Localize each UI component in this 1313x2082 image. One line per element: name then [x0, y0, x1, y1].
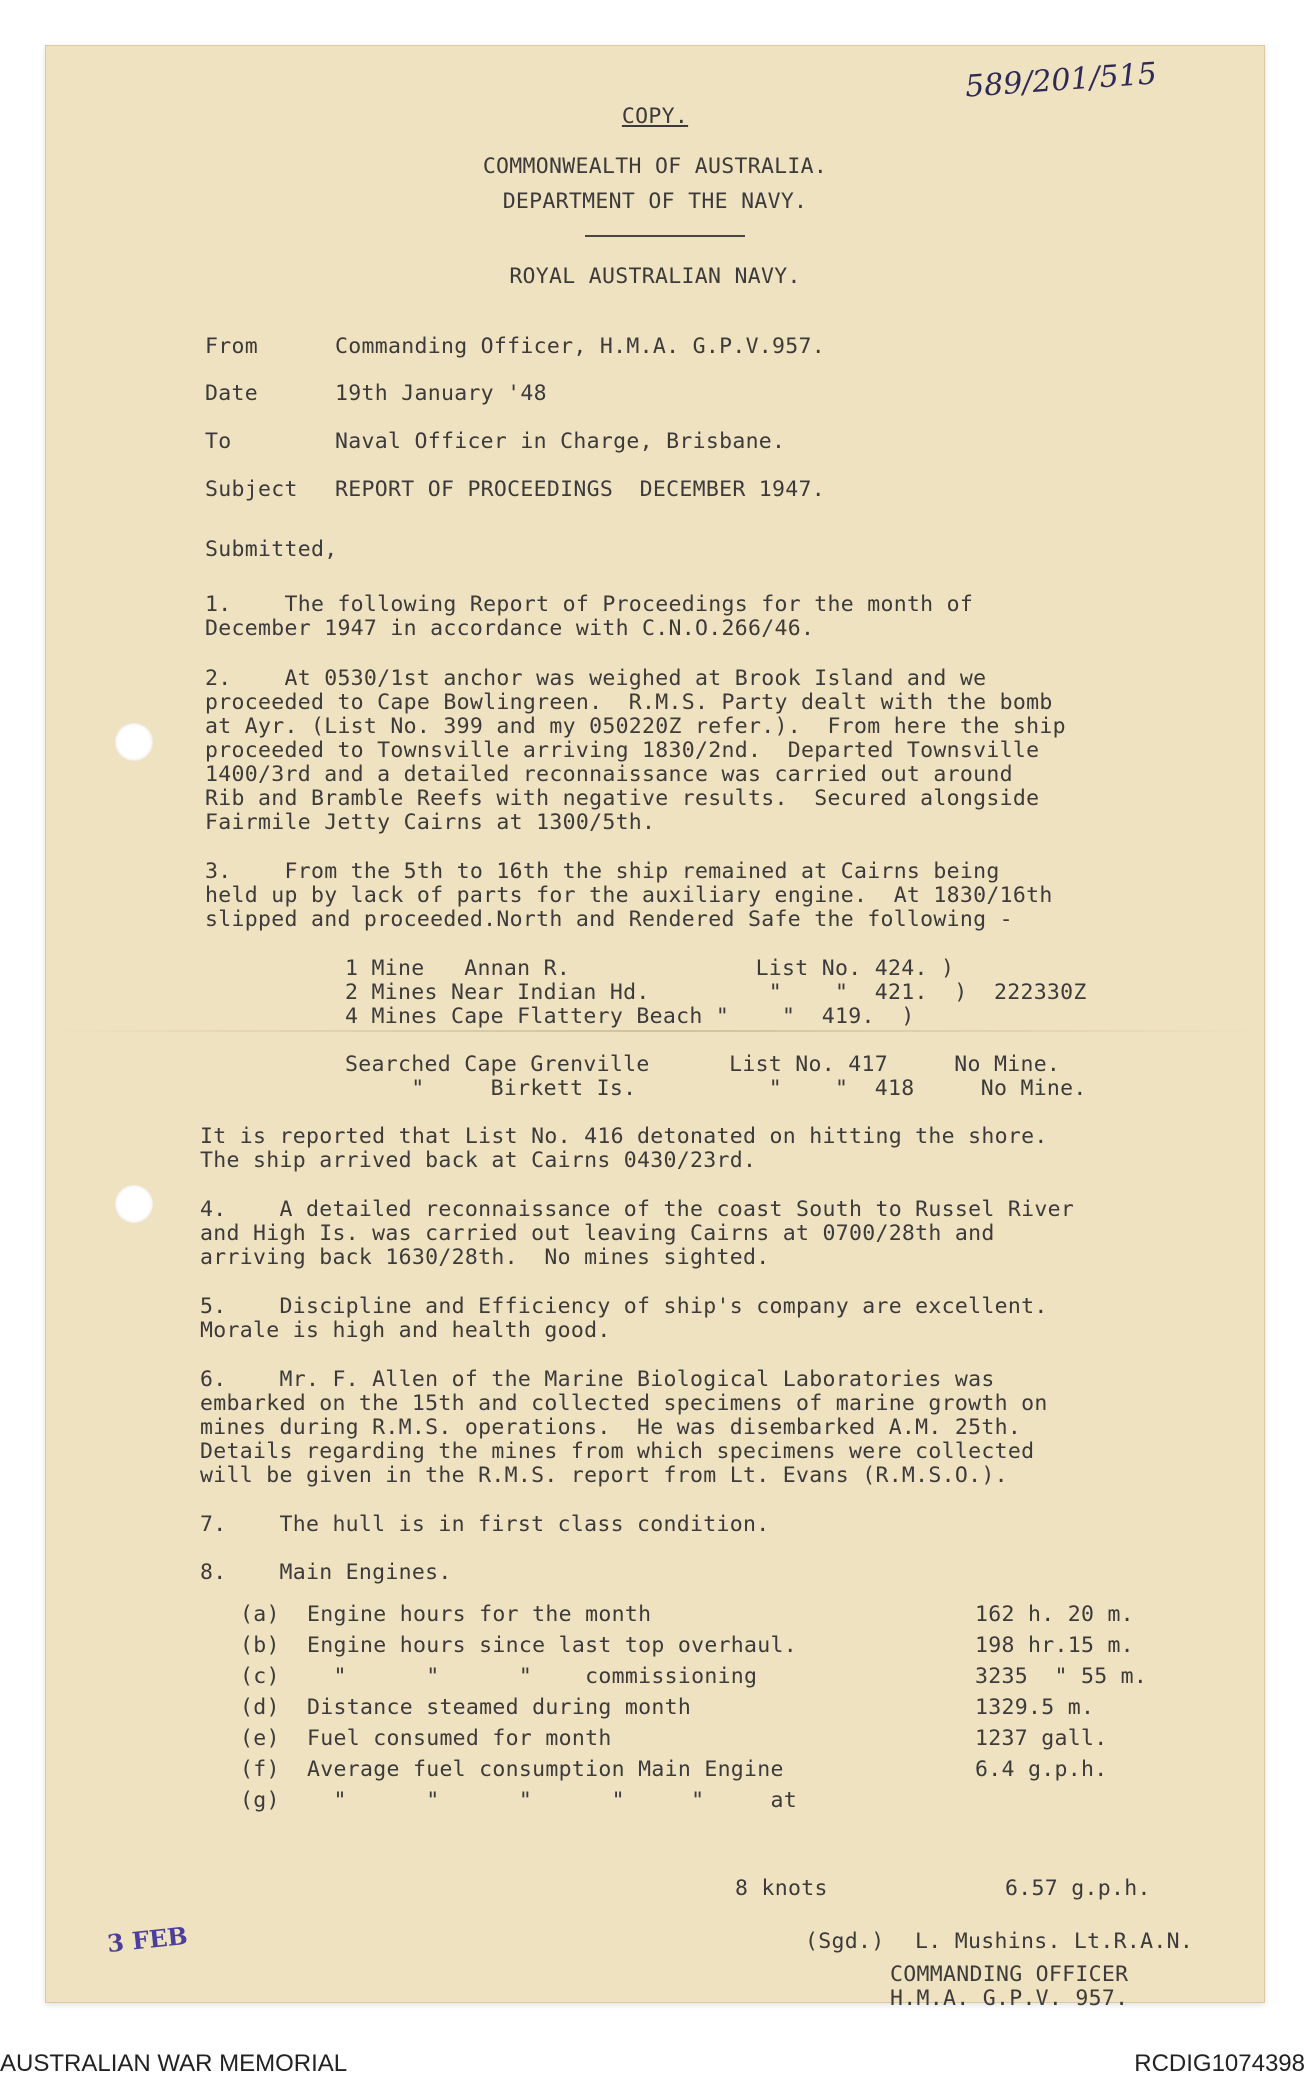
engine-stat-label: " " " commissioning	[307, 1664, 758, 1689]
mine-list-row: 1 Mine Annan R. List No. 424. )	[345, 956, 955, 981]
para2-line: proceeded to Townsville arriving 1830/2nd. Departed Townsville	[205, 738, 1040, 763]
para4-line: and High Is. was carried out leaving Cairns at 0700/28th and	[200, 1221, 995, 1246]
paper-fold	[45, 1030, 1265, 1032]
footer-institution: AUSTRALIAN WAR MEMORIAL	[0, 2050, 348, 2077]
mine-list-row: 2 Mines Near Indian Hd. " " 421. ) 222330Z	[345, 980, 1087, 1005]
para4-line: 4. A detailed reconnaissance of the coast South to Russel River	[200, 1197, 1075, 1222]
document-page	[45, 45, 1265, 2011]
handwritten-file-reference: 589/201/515	[964, 56, 1158, 105]
engine-stat-letter: (g)	[240, 1788, 280, 1813]
para6-line: mines during R.M.S. operations. He was disembarked A.M. 25th.	[200, 1415, 1022, 1440]
engine-stat-label: Engine hours since last top overhaul.	[307, 1633, 798, 1658]
engine-stat-letter: (d)	[240, 1695, 280, 1720]
para7-line: 7. The hull is in first class condition.	[200, 1512, 770, 1537]
para6-line: 6. Mr. F. Allen of the Marine Biological Laboratories was	[200, 1367, 995, 1392]
to-value: Naval Officer in Charge, Brisbane.	[335, 429, 786, 454]
heading-department: DEPARTMENT OF THE NAVY.	[502, 189, 808, 214]
heading-divider	[585, 235, 745, 237]
engine-stat-value: 6.4 g.p.h.	[975, 1757, 1108, 1782]
detonated-line: The ship arrived back at Cairns 0430/23rd.	[200, 1148, 757, 1173]
detonated-line: It is reported that List No. 416 detonated on hitting the shore.	[200, 1124, 1048, 1149]
para4-line: arriving back 1630/28th. No mines sighted.	[200, 1245, 770, 1270]
engine-stat-value: 198 hr.15 m.	[975, 1633, 1134, 1658]
para5-line: 5. Discipline and Efficiency of ship's company are excellent.	[200, 1294, 1048, 1319]
received-date-stamp: 3 FEB	[105, 1920, 189, 1959]
para2-line: proceeded to Cape Bowlingreen. R.M.S. Party dealt with the bomb	[205, 690, 1053, 715]
engine-stat-letter: (c)	[240, 1664, 280, 1689]
copy-heading: COPY.	[621, 104, 689, 129]
signature-title: COMMANDING OFFICER	[890, 1962, 1129, 1987]
subject-label: Subject	[205, 477, 298, 502]
mine-list-row: 4 Mines Cape Flattery Beach " " 419. )	[345, 1004, 915, 1029]
signature-vessel: H.M.A. G.P.V. 957.	[890, 1986, 1129, 2011]
heading-commonwealth: COMMONWEALTH OF AUSTRALIA.	[482, 154, 828, 179]
subject-value: REPORT OF PROCEEDINGS DECEMBER 1947.	[335, 477, 826, 502]
to-label: To	[205, 429, 232, 454]
para6-line: Details regarding the mines from which specimens were collected	[200, 1439, 1035, 1464]
engine-stat-letter: (e)	[240, 1726, 280, 1751]
from-value: Commanding Officer, H.M.A. G.P.V.957.	[335, 334, 826, 359]
punch-hole	[115, 1185, 153, 1223]
engine-stat-label: Average fuel consumption Main Engine	[307, 1757, 784, 1782]
engine-stat-letter: (a)	[240, 1602, 280, 1627]
para5-line: Morale is high and health good.	[200, 1318, 611, 1343]
searched-row: Searched Cape Grenville List No. 417 No Mine.	[345, 1052, 1061, 1077]
para2-line: 1400/3rd and a detailed reconnaissance was carried out around	[205, 762, 1013, 787]
date-label: Date	[205, 381, 258, 406]
date-value: 19th January '48	[335, 381, 547, 406]
engine-stat-label: Engine hours for the month	[307, 1602, 652, 1627]
para1-line: 1. The following Report of Proceedings for the month of	[205, 592, 974, 617]
para2-line: at Ayr. (List No. 399 and my 050220Z refer.). From here the ship	[205, 714, 1066, 739]
searched-row: " Birkett Is. " " 418 No Mine.	[345, 1076, 1087, 1101]
engine-stat-letter: (f)	[240, 1757, 280, 1782]
engine-g-value: 6.57 g.p.h.	[1005, 1876, 1151, 1901]
engine-stat-label: Fuel consumed for month	[307, 1726, 612, 1751]
engine-stat-letter: (b)	[240, 1633, 280, 1658]
para2-line: 2. At 0530/1st anchor was weighed at Brook Island and we	[205, 666, 987, 691]
para3-line: held up by lack of parts for the auxiliary engine. At 1830/16th	[205, 883, 1053, 908]
para2-line: Rib and Bramble Reefs with negative results. Secured alongside	[205, 786, 1040, 811]
para2-line: Fairmile Jetty Cairns at 1300/5th.	[205, 810, 656, 835]
signature-sgd: (Sgd.)	[805, 1929, 885, 1954]
submitted-line: Submitted,	[205, 537, 338, 562]
engine-stat-label: Distance steamed during month	[307, 1695, 692, 1720]
engine-stat-value: 162 h. 20 m.	[975, 1602, 1134, 1627]
from-label: From	[205, 334, 258, 359]
engine-stat-value: 3235 " 55 m.	[975, 1664, 1148, 1689]
para3-line: 3. From the 5th to 16th the ship remained at Cairns being	[205, 859, 1000, 884]
signature-name: L. Mushins. Lt.R.A.N.	[915, 1929, 1194, 1954]
para6-line: embarked on the 15th and collected specimens of marine growth on	[200, 1391, 1048, 1416]
heading-ran: ROYAL AUSTRALIAN NAVY.	[509, 264, 801, 289]
engine-stat-label: " " " " " at	[307, 1788, 798, 1813]
punch-hole	[115, 723, 153, 761]
footer-record-id: RCDIG1074398	[1134, 2050, 1305, 2077]
para1-line: December 1947 in accordance with C.N.O.266/46.	[205, 616, 815, 641]
engine-stat-value: 1237 gall.	[975, 1726, 1108, 1751]
engine-g-speed: 8 knots	[735, 1876, 828, 1901]
para3-line: slipped and proceeded.North and Rendered Safe the following -	[205, 907, 1013, 932]
para6-line: will be given in the R.M.S. report from Lt. Evans (R.M.S.O.).	[200, 1463, 1008, 1488]
engine-stat-value: 1329.5 m.	[975, 1695, 1095, 1720]
para8-title: 8. Main Engines.	[200, 1560, 452, 1585]
